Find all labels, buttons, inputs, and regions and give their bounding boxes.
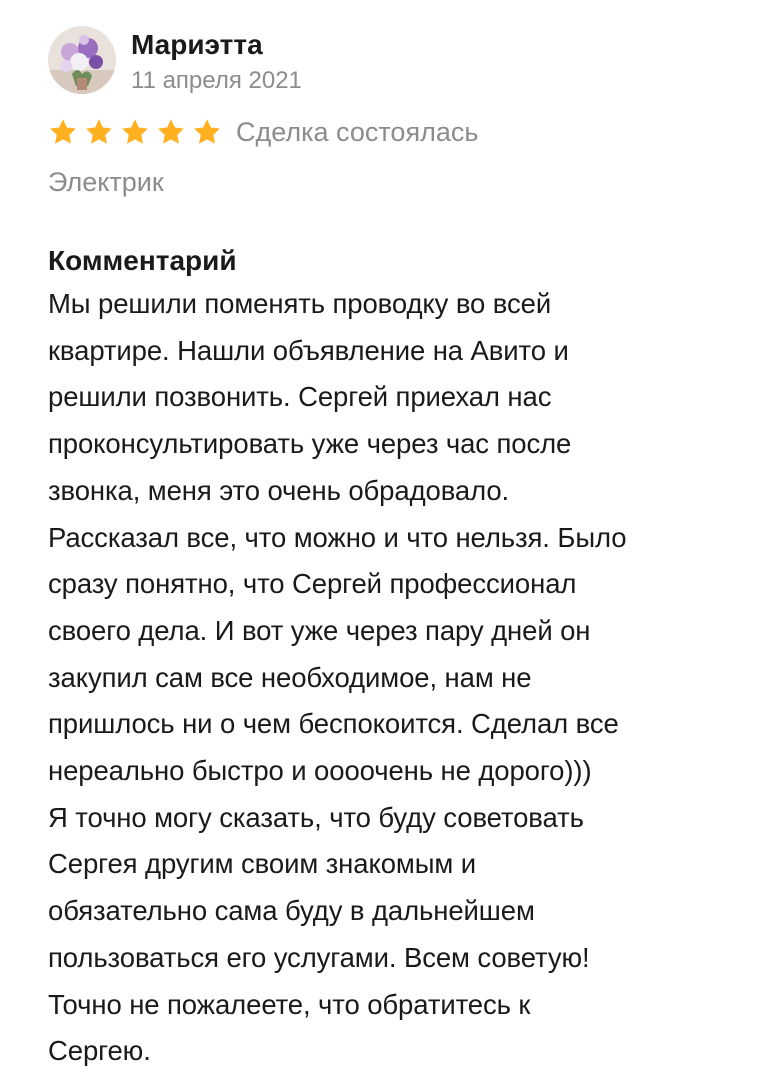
deal-status: Сделка состоялась <box>236 117 479 147</box>
review-card <box>48 24 738 1075</box>
review-header <box>48 24 738 96</box>
star-icon <box>192 117 222 147</box>
star-icon <box>156 117 186 147</box>
star-rating <box>48 117 222 147</box>
avatar[interactable] <box>48 26 116 94</box>
review-date: 11 апреля 2021 <box>131 67 302 94</box>
star-icon <box>120 117 150 147</box>
rating-row <box>48 114 738 150</box>
star-icon <box>84 117 114 147</box>
star-icon <box>48 117 78 147</box>
avatar-flowers-image <box>48 26 116 94</box>
comment-text: Мы решили поменять проводку во всей квартире. Нашли объявление на Авито и решили позвонить. Сергей приехал нас проконсультировать уже через час после звонка, меня это очень обрадовало. Рассказал все, что можно и что нельзя. Было сразу понятно, что Сергей профессионал своего дела. И вот уже через пару дней он закупил сам все необходимое, нам не пришлось ни о чем беспокоится. Сделал все нереально быстро и оооочень не дорого))) Я точно могу сказать, что буду советовать Сергея другим своим знакомым и обязательно сама буду в дальнейшем пользоваться его услугами. Всем советую! Точно не пожалеете, что обратитесь к Сергею. <box>48 288 627 1067</box>
author-name[interactable]: Мариэтта <box>131 29 263 60</box>
comment-heading: Комментарий <box>48 245 237 276</box>
service-name: Электрик <box>48 167 164 197</box>
author-block <box>131 24 302 96</box>
